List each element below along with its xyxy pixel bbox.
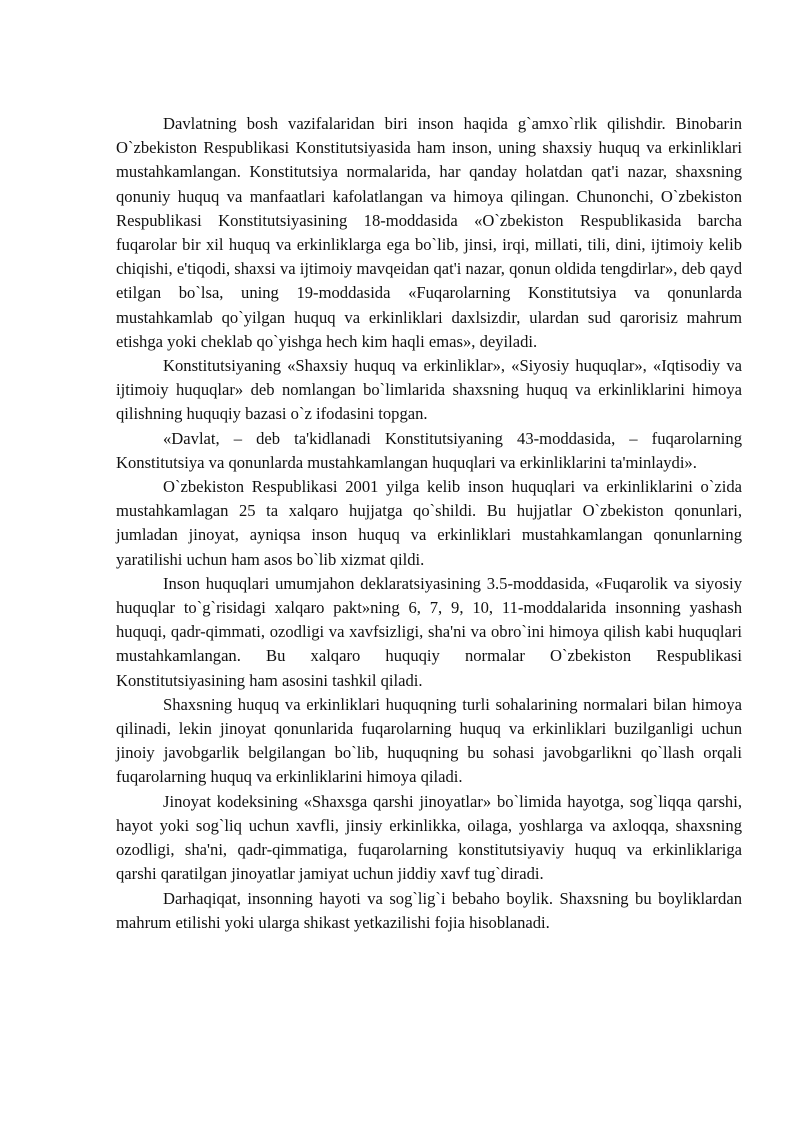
paragraph-4: O`zbekiston Respublikasi 2001 yilga kelib inson huquqlari va erkinliklarini o`zida mustahkamlagan 25 ta xalqaro hujjatga qo`shildi. Bu hujjatlar O`zbekiston qonunlari, jumladan jinoyat, ayniqsa inson huquq va erkinliklari mustahkamlangan qonunlarning yaratilishi uchun ham asos bo`lib xizmat qildi.: [116, 477, 742, 569]
document-page: [116, 112, 742, 935]
paragraph-1: Davlatning bosh vazifalaridan biri inson haqida g`amxo`rlik qilishdir. Binobarin O`zbekiston Respublikasi Konstitutsiyasida ham inson, uning shaxsiy huquq va erkinliklari mustahkamlangan. Konstitutsiya normalarida, har qanday holatdan qat'i nazar, shaxsning qonuniy huquq va manfaatlari kafolatlangan va himoya qilingan. Chunonchi, O`zbekiston Respublikasi Konstitutsiyasining 18-moddasida «O`zbekiston Respublikasida barcha fuqarolar bir xil huquq va erkinliklarga ega bo`lib, jinsi, irqi, millati, tili, dini, ijtimoiy kelib chiqishi, e'tiqodi, shaxsi va ijtimoiy mavqeidan qat'i nazar, qonun oldida tengdirlar», deb qayd etilgan bo`lsa, uning 19-moddasida «Fuqarolarning Konstitutsiya va qonunlarda mustahkamlab qo`yilgan huquq va erkinliklari daxlsizdir, ulardan sud qarorisiz mahrum etishga yoki cheklab qo`yishga hech kim haqli emas», deyiladi.: [116, 114, 742, 351]
paragraph-6: Shaxsning huquq va erkinliklari huquqning turli sohalarining normalari bilan himoya qilinadi, lekin jinoyat qonunlarida fuqarolarning huquq va erkinliklari buzilganligi uchun jinoiy javobgarlik belgilangan bo`lib, huquqning bu sohasi javobgarlikni qo`llash orqali fuqarolarning huquq va erkinliklarini himoya qiladi.: [116, 694, 742, 787]
paragraph-8: Darhaqiqat, insonning hayoti va sog`lig`i bebaho boylik. Shaxsning bu boyliklardan mahrum etilishi yoki ularga shikast yetkazilishi fojia hisoblanadi.: [116, 888, 742, 932]
paragraph-5: Inson huquqlari umumjahon deklaratsiyasining 3.5-moddasida, «Fuqarolik va siyosiy huquqlar to`g`risidagi xalqaro pakt»ning 6, 7, 9, 10, 11-moddalarida insonning yashash huquqi, qadr-qimmati, ozodligi va xavfsizligi, sha'ni va obro`ini himoya qilish kabi huquqlari mustahkamlangan. Bu xalqaro huquqiy normalar O`zbekiston Respublikasi Konstitutsiyasining ham asosini tashkil qiladi.: [116, 573, 742, 690]
paragraph-7: Jinoyat kodeksining «Shaxsga qarshi jinoyatlar» bo`limida hayotga, sog`liqqa qarshi, hayot yoki sog`liq uchun xavfli, jinsiy erkinlikka, oilaga, yoshlarga va axloqqa, shaxsning ozodligi, sha'ni, qadr-qimmatiga, fuqarolarning konstitutsiyaviy huquq va erkinliklariga qarshi qaratilgan jinoyatlar jamiyat uchun jiddiy xavf tug`diradi.: [116, 791, 742, 884]
paragraph-2: Konstitutsiyaning «Shaxsiy huquq va erkinliklar», «Siyosiy huquqlar», «Iqtisodiy va ijtimoiy huquqlar» deb nomlangan bo`limlarida shaxsning huquq va erkinliklarini himoya qilishning huquqiy bazasi o`z ifodasini topgan.: [116, 356, 742, 424]
paragraph-3: «Davlat, – deb ta'kidlanadi Konstitutsiyaning 43-moddasida, – fuqarolarning Konstitutsiya va qonunlarda mustahkamlangan huquqlari va erkinliklarini ta'minlaydi».: [116, 428, 742, 472]
